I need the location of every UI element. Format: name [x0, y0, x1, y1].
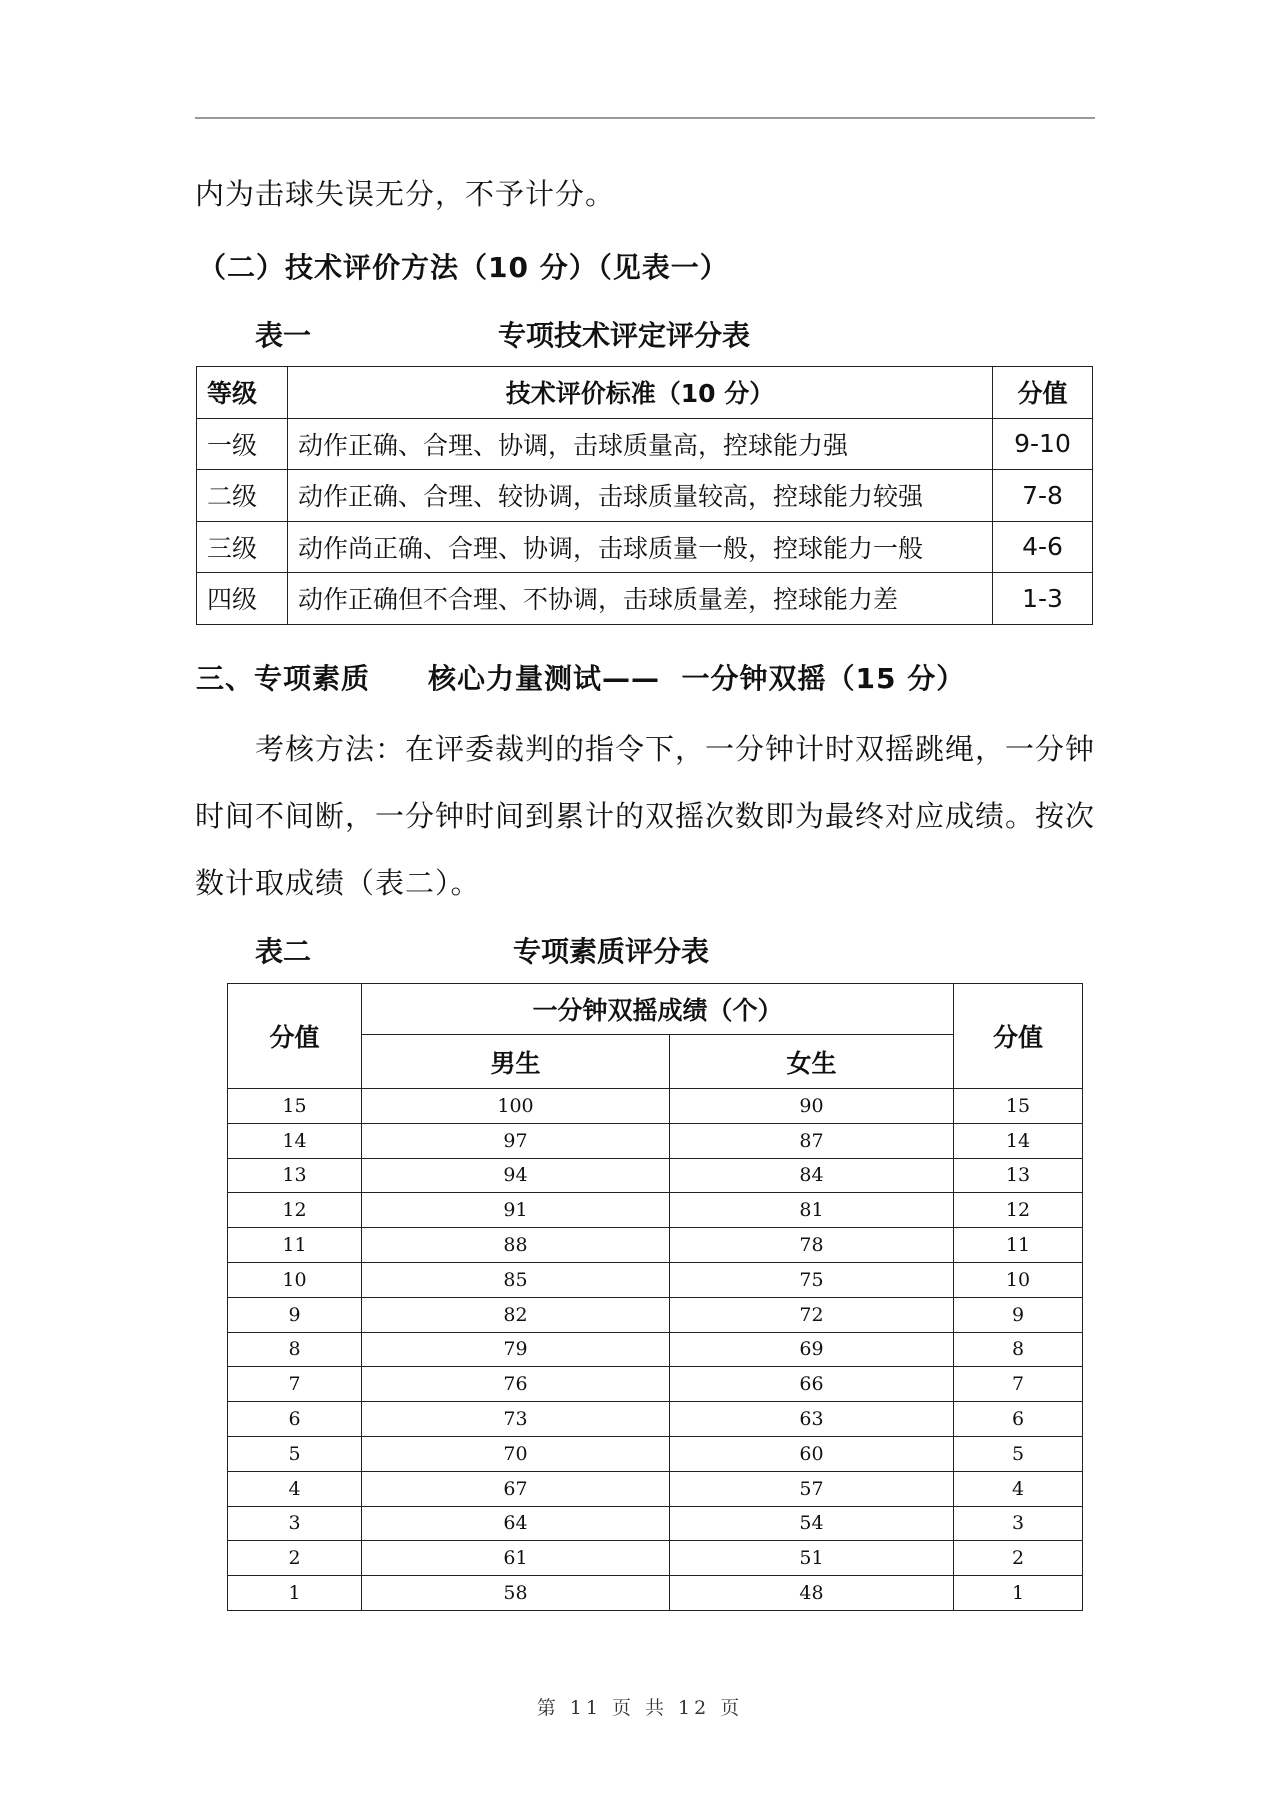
cell-score-right: 5 [954, 1436, 1083, 1471]
cell-score-left: 1 [228, 1576, 362, 1611]
cell-score-right: 14 [954, 1123, 1083, 1158]
table-row [228, 1436, 1083, 1471]
cell-score-left: 10 [228, 1262, 362, 1297]
cell-score-right: 11 [954, 1228, 1083, 1263]
cell-score-left: 9 [228, 1297, 362, 1332]
table-row [228, 1506, 1083, 1541]
table-header-row [228, 984, 1083, 1035]
cell-level: 一级 [197, 418, 288, 470]
table-row [197, 521, 1093, 573]
cell-male: 94 [362, 1158, 670, 1193]
table-row [228, 1297, 1083, 1332]
cell-score-right: 4 [954, 1471, 1083, 1506]
cell-score-right: 9 [954, 1297, 1083, 1332]
cell-female: 81 [670, 1193, 954, 1228]
cell-female: 78 [670, 1228, 954, 1263]
table1-title: 专项技术评定评分表 [498, 319, 751, 352]
cell-criteria: 动作正确、合理、较协调，击球质量较高，控球能力较强 [288, 470, 993, 522]
cell-score-left: 5 [228, 1436, 362, 1471]
cell-female: 90 [670, 1089, 954, 1124]
table-row [228, 1471, 1083, 1506]
cell-score-right: 2 [954, 1541, 1083, 1576]
table-header-row [197, 367, 1093, 419]
cell-criteria: 动作正确但不合理、不协调，击球质量差，控球能力差 [288, 573, 993, 625]
header-score-left: 分值 [228, 984, 362, 1089]
page-footer: 第 11 页 共 12 页 [536, 1697, 744, 1719]
cell-score-left: 14 [228, 1123, 362, 1158]
table-row [197, 418, 1093, 470]
cell-female: 63 [670, 1402, 954, 1437]
table1-label: 表一 [255, 319, 312, 352]
cell-male: 64 [362, 1506, 670, 1541]
cell-score-left: 3 [228, 1506, 362, 1541]
cell-female: 66 [670, 1367, 954, 1402]
table2-body [228, 1089, 1083, 1611]
cell-female: 75 [670, 1262, 954, 1297]
cell-male: 70 [362, 1436, 670, 1471]
intro-line: 内为击球失误无分，不予计分。 [195, 177, 616, 211]
header-male: 男生 [362, 1035, 670, 1089]
cell-male: 97 [362, 1123, 670, 1158]
table-row [228, 1228, 1083, 1263]
cell-criteria: 动作正确、合理、协调，击球质量高，控球能力强 [288, 418, 993, 470]
cell-score: 4-6 [993, 521, 1093, 573]
table-row [197, 470, 1093, 522]
header-group: 一分钟双摇成绩（个） [362, 984, 954, 1035]
cell-male: 79 [362, 1332, 670, 1367]
section2-heading: （二）技术评价方法（10 分）（见表一） [198, 251, 729, 284]
cell-female: 48 [670, 1576, 954, 1611]
cell-female: 72 [670, 1297, 954, 1332]
cell-level: 二级 [197, 470, 288, 522]
header-female: 女生 [670, 1035, 954, 1089]
cell-score-right: 8 [954, 1332, 1083, 1367]
cell-male: 100 [362, 1089, 670, 1124]
cell-female: 57 [670, 1471, 954, 1506]
table2-label: 表二 [255, 935, 312, 968]
method-line-3: 数计取成绩（表二）。 [195, 866, 481, 900]
cell-score-left: 13 [228, 1158, 362, 1193]
cell-score-right: 10 [954, 1262, 1083, 1297]
cell-male: 91 [362, 1193, 670, 1228]
cell-score-left: 7 [228, 1367, 362, 1402]
table-row [197, 573, 1093, 625]
cell-female: 51 [670, 1541, 954, 1576]
header-criteria: 技术评价标准（10 分） [288, 367, 993, 419]
header-rule [195, 117, 1095, 119]
physical-quality-table [227, 983, 1083, 1611]
cell-female: 84 [670, 1158, 954, 1193]
cell-score-right: 3 [954, 1506, 1083, 1541]
table-row [228, 1541, 1083, 1576]
technical-rating-table [196, 366, 1093, 625]
cell-score-right: 15 [954, 1089, 1083, 1124]
cell-male: 58 [362, 1576, 670, 1611]
cell-score-left: 15 [228, 1089, 362, 1124]
cell-level: 三级 [197, 521, 288, 573]
method-line-2: 时间不间断，一分钟时间到累计的双摇次数即为最终对应成绩。按次 [195, 799, 1096, 833]
table2-title: 专项素质评分表 [513, 935, 710, 968]
cell-score: 7-8 [993, 470, 1093, 522]
table-row [228, 1332, 1083, 1367]
header-score: 分值 [993, 367, 1093, 419]
table-row [228, 1193, 1083, 1228]
cell-female: 54 [670, 1506, 954, 1541]
cell-female: 69 [670, 1332, 954, 1367]
cell-male: 76 [362, 1367, 670, 1402]
cell-female: 60 [670, 1436, 954, 1471]
cell-score-right: 13 [954, 1158, 1083, 1193]
cell-criteria: 动作尚正确、合理、协调，击球质量一般，控球能力一般 [288, 521, 993, 573]
cell-score-right: 1 [954, 1576, 1083, 1611]
cell-score-left: 8 [228, 1332, 362, 1367]
table-row [228, 1576, 1083, 1611]
table-row [228, 1158, 1083, 1193]
table-row [228, 1262, 1083, 1297]
cell-score: 1-3 [993, 573, 1093, 625]
cell-female: 87 [670, 1123, 954, 1158]
cell-male: 61 [362, 1541, 670, 1576]
method-line-1: 考核方法：在评委裁判的指令下，一分钟计时双摇跳绳，一分钟 [255, 732, 1096, 766]
table-row [228, 1367, 1083, 1402]
cell-score-right: 6 [954, 1402, 1083, 1437]
cell-score: 9-10 [993, 418, 1093, 470]
cell-level: 四级 [197, 573, 288, 625]
table-row [228, 1402, 1083, 1437]
cell-score-left: 12 [228, 1193, 362, 1228]
cell-male: 67 [362, 1471, 670, 1506]
cell-score-right: 7 [954, 1367, 1083, 1402]
cell-male: 85 [362, 1262, 670, 1297]
table-row [228, 1089, 1083, 1124]
cell-score-left: 6 [228, 1402, 362, 1437]
cell-male: 88 [362, 1228, 670, 1263]
cell-male: 82 [362, 1297, 670, 1332]
header-level: 等级 [197, 367, 288, 419]
section3-heading: 三、专项素质 核心力量测试—— 一分钟双摇（15 分） [196, 662, 966, 695]
header-score-right: 分值 [954, 984, 1083, 1089]
cell-score-left: 2 [228, 1541, 362, 1576]
table-row [228, 1123, 1083, 1158]
cell-male: 73 [362, 1402, 670, 1437]
cell-score-left: 11 [228, 1228, 362, 1263]
cell-score-left: 4 [228, 1471, 362, 1506]
cell-score-right: 12 [954, 1193, 1083, 1228]
